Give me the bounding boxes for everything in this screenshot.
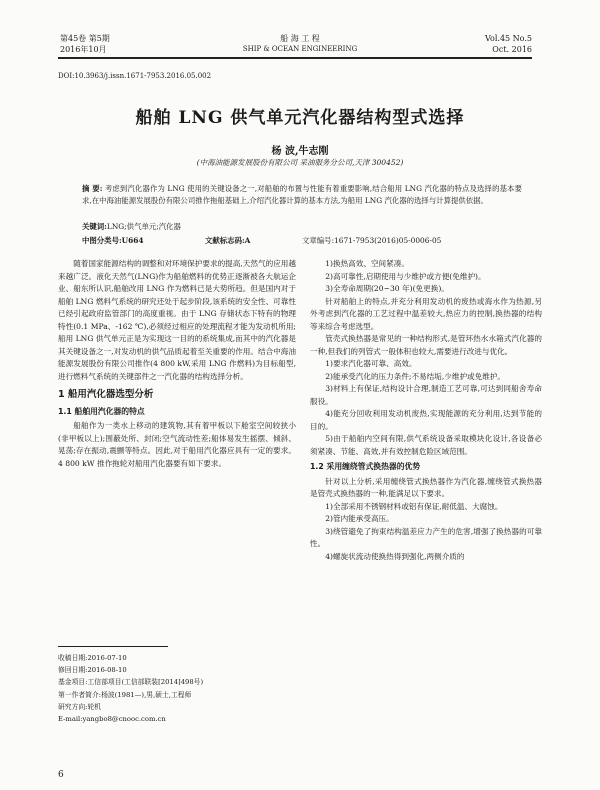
- footnotes: [58, 652, 298, 725]
- page-number: 6: [58, 770, 64, 780]
- footnote-rule: [58, 646, 168, 647]
- requirement-item: 4)能充分回收利用发动机废热,实现能源的充分利用,达到节能的目的。: [310, 409, 542, 431]
- document-code: 文献标志码:A: [205, 236, 251, 245]
- requirement-item: 1)要求汽化器可靠、高效。: [325, 359, 417, 368]
- footnote-revised: 修回日期:2016-08-10: [58, 666, 127, 675]
- keywords-text: LNG;供气单元;汽化器: [106, 222, 181, 231]
- keywords-label: 关键词:: [82, 222, 107, 231]
- requirement-item: 3)全寿命周期(20~30 年)(免更换)。: [325, 284, 449, 293]
- section-1-heading: 1 船用汽化器选型分析: [58, 389, 154, 400]
- requirement-item: 5)由于船舶内空间有限,供气系统设备采取模块化设计,各设备必须紧凑、节能、高效,并有效控制危险区域范围。: [310, 434, 542, 456]
- advantage-item: 4)螺旋状流动使换热得到强化,两侧介质的: [325, 551, 465, 561]
- authors: 杨 波,牛志刚: [271, 146, 329, 157]
- selection-paragraph: 针对船舶上的特点,并充分利用发动机的废热或海水作为热源,另外考虑到汽化器的工艺过程中温差较大,热应力的控制,换热器的结构等来综合考虑选型。: [310, 296, 542, 331]
- header-journal-cn: 船 海 工 程: [280, 34, 320, 43]
- requirement-item: 2)高可靠性,启期使用与少维护或方便(免维护)。: [325, 271, 486, 281]
- paper-title: 船舶 LNG 供气单元汽化器结构型式选择: [135, 108, 465, 128]
- advantage-item: 3)绕管避免了拘束结构温差应力产生的危害,增强了换热器的可靠性。: [310, 526, 542, 548]
- affiliation: (中海油能源发展股份有限公司 采油服务分公司,天津 300452): [196, 158, 404, 167]
- left-column: [58, 258, 296, 470]
- paragraph-ship-vaporizer-features: 船舶作为一类水上移动的建筑物,其有着甲板以下舱室空间较狭小(非甲板以上);围蔽处所、封闭;空气流动性差;船体易发生摇摆、倾斜、晃荡;存在振动,震颤等特点。因此,对于船用汽化器应具有一定的要求。4 800 kW 推作拖轮对船用汽化器要有如下要求。: [58, 421, 296, 468]
- header-vol-issue-en: Vol.45 No.5: [485, 34, 532, 43]
- requirement-item: 1)换热高效、空间紧凑。: [325, 259, 409, 268]
- header-vol-issue-cn: 第45卷 第5期: [60, 34, 110, 43]
- footnote-received: 收稿日期:2016-07-10: [58, 654, 127, 662]
- footnote-email: E-mail:yangbo8@cnooc.com.cn: [58, 715, 166, 724]
- header-date-en: Oct. 2016: [492, 45, 532, 54]
- keywords: [82, 221, 181, 232]
- requirement-item: 3)材料上有保证,结构设计合理,制造工艺可靠,可达到同船舍寿命服役。: [310, 384, 542, 406]
- subsection-1-2-heading: 1.2 采用缠绕管式换热器的优势: [310, 462, 421, 471]
- abstract: [82, 183, 522, 207]
- header-rule: [58, 57, 532, 59]
- advantage-item: 2)管内能承受高压。: [325, 514, 394, 523]
- right-column: [310, 258, 542, 563]
- footnote-author-bio: 第一作者简介:杨波(1981—),男,硕士,工程师: [58, 690, 192, 699]
- shell-tube-paragraph: 管壳式换热器是常见的一种结构形式,是管环热水水箱式汽化器的一种,但我们的列管式一般体积也较大,需要进行改进与优化。: [310, 334, 542, 356]
- doi: DOI:10.3963/j.issn.1671-7953.2016.05.002: [58, 72, 212, 80]
- article-number: 文章编号:1671-7953(2016)05-0006-05: [302, 236, 442, 245]
- coiled-tube-paragraph: 针对以上分析,采用缠绕管式换热器作为汽化器,缠绕管式换热器是管壳式换热器的一种,能满足以下要求。: [310, 476, 542, 498]
- footnote-research-area: 研究方向:轮机: [58, 702, 102, 711]
- header-date-cn: 2016年10月: [60, 45, 107, 54]
- requirement-item: 2)能承受汽化的压力条件;不易结垢,少维护或免维护。: [325, 371, 506, 381]
- advantage-item: 1)全部采用不锈钢材料或铝有保证,耐低温、大腐蚀。: [325, 501, 503, 511]
- abstract-text: 考虑到汽化器作为 LNG 使用的关键设备之一,对船舶的布置与性能有着重要影响,结合船用 LNG 汽化器的特点及选择的基本要求,在中海油能源发展股份有限公司推作拖船基础上,介绍汽化器计算的基本方法,为船用 LNG 汽化器的选择与计算提供依据。: [82, 184, 522, 205]
- header-journal-en: SHIP & OCEAN ENGINEERING: [242, 45, 358, 53]
- subsection-1-1-heading: 1.1 船舶用汽化器的特点: [58, 406, 145, 416]
- clc-number: 中图分类号:U664: [82, 236, 144, 245]
- footnote-funding: 基金项目:工信部项目(工信部联装[2014]498号): [58, 678, 204, 687]
- intro-paragraph: 随着国家能源结构的调整和对环境保护要求的提高,天然气的应用越来越广泛。液化天然气(LNG)作为船舶燃料的优势正逐渐被各大航运企业、船东所认识,船舶改用 LNG 作为燃料已是大势所趋。但是国内对于船舶 LNG 燃料气系统的研究还处于起步阶段,该系统的安全性、可靠性已经引起政府监管部门的高度重视。由于 LNG 存储状态下特有的物理特性(0.1 MPa、-162 ℃),必须经过相应的处理流程才能为发动机所用;船用 LNG 供气单元正是为实现这一目的的系统集成,而其中的汽化器是其关键设备之一,对发动机的供气品质起着至关重要的作用。结合中海油能源发展股份有限公司推作(4 800 kW,采用 LNG 作燃料)为目标船型,进行燃料气系统的关键部件之一汽化器的结构选择分析。: [58, 259, 296, 381]
- abstract-label: 摘 要:: [82, 184, 103, 193]
